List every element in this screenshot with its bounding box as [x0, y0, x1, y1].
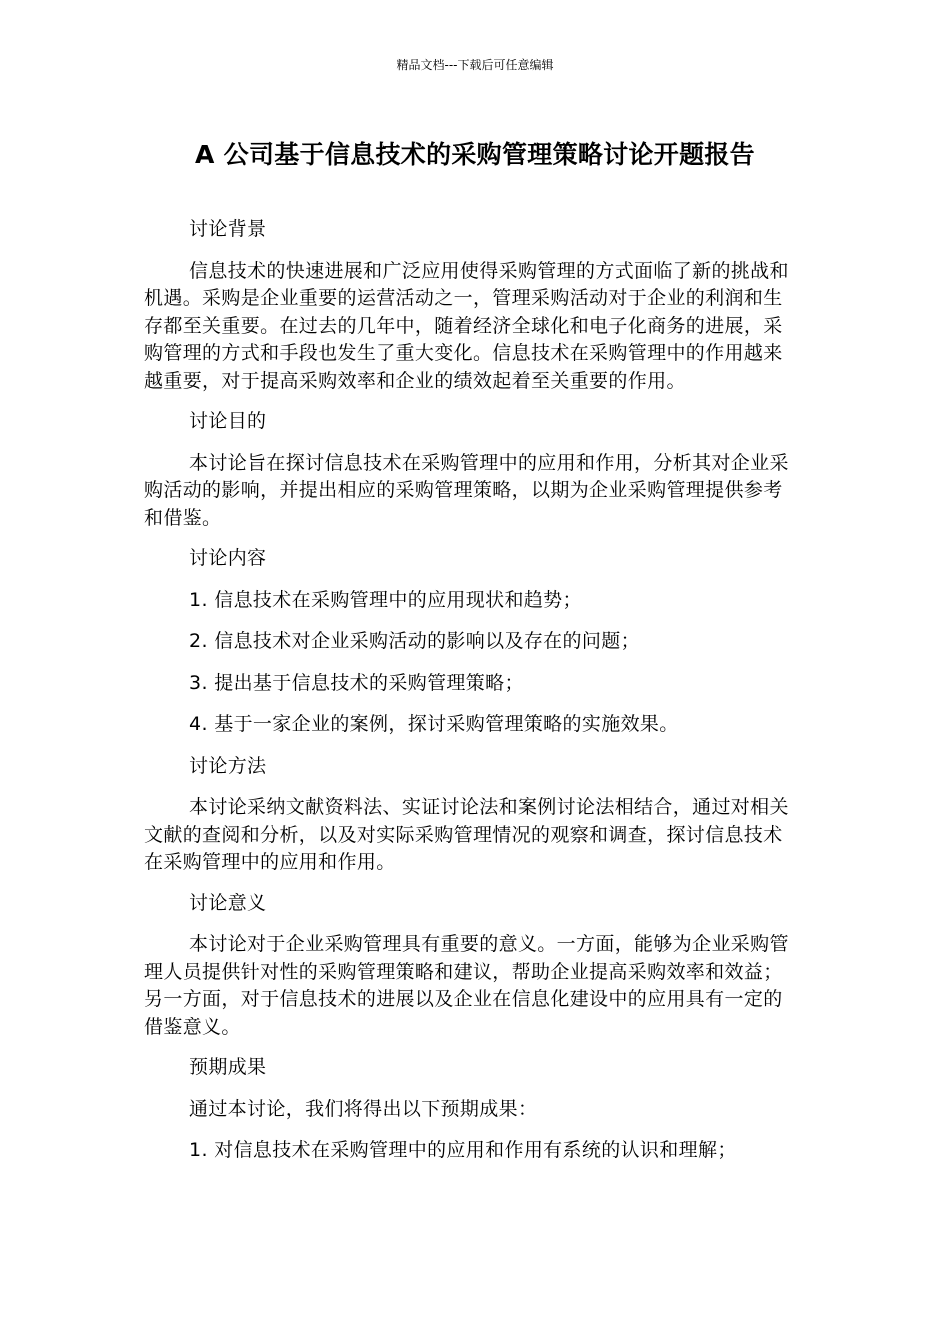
section-heading-purpose: 讨论目的 — [189, 410, 267, 432]
section-heading-background: 讨论背景 — [189, 218, 267, 240]
section-heading-method: 讨论方法 — [189, 754, 267, 777]
purpose-paragraph: 本讨论旨在探讨信息技术在采购管理中的应用和作用，分析其对企业采购活动的影响，并提出相应的采购管理策略，以期为企业采购管理提供参考和借鉴。 — [144, 451, 789, 529]
background-paragraph: 信息技术的快速进展和广泛应用使得采购管理的方式面临了新的挑战和机遇。采购是企业重要的运营活动之一，管理采购活动对于企业的利润和生存都至关重要。在过去的几年中，随着经济全球化和电子化商务的进展，采购管理的方式和手段也发生了重大变化。信息技术在采购管理中的作用越来越重要，对于提高采购效率和企业的绩效起着至关重要的作用。 — [144, 259, 789, 392]
section-heading-content: 讨论内容 — [189, 547, 267, 569]
section-heading-outcomes: 预期成果 — [189, 1056, 267, 1078]
header-note: 精品文档---下载后可任意编辑 — [396, 58, 554, 72]
content-list-item: 2. 信息技术对企业采购活动的影响以及存在的问题； — [189, 630, 640, 652]
content-list-item: 4. 基于一家企业的案例，探讨采购管理策略的实施效果。 — [189, 713, 679, 735]
significance-paragraph: 本讨论对于企业采购管理具有重要的意义。一方面，能够为企业采购管理人员提供针对性的采购管理策略和建议，帮助企业提高采购效率和效益；另一方面，对于信息技术的进展以及企业在信息化建设中的应用具有一定的借鉴意义。 — [144, 933, 789, 1038]
outcomes-intro: 通过本讨论，我们将得出以下预期成果： — [189, 1097, 538, 1120]
section-heading-significance: 讨论意义 — [189, 891, 267, 914]
document-title: A 公司基于信息技术的采购管理策略讨论开题报告 — [195, 140, 755, 169]
content-list-item: 3. 提出基于信息技术的采购管理策略； — [189, 671, 524, 694]
document-body — [144, 216, 794, 1179]
method-paragraph: 本讨论采纳文献资料法、实证讨论法和案例讨论法相结合，通过对相关文献的查阅和分析，以及对实际采购管理情况的观察和调查，探讨信息技术在采购管理中的应用和作用。 — [144, 796, 789, 873]
content-list-item: 1. 信息技术在采购管理中的应用现状和趋势； — [189, 588, 582, 611]
outcomes-list-item: 1. 对信息技术在采购管理中的应用和作用有系统的认识和理解； — [189, 1139, 737, 1161]
